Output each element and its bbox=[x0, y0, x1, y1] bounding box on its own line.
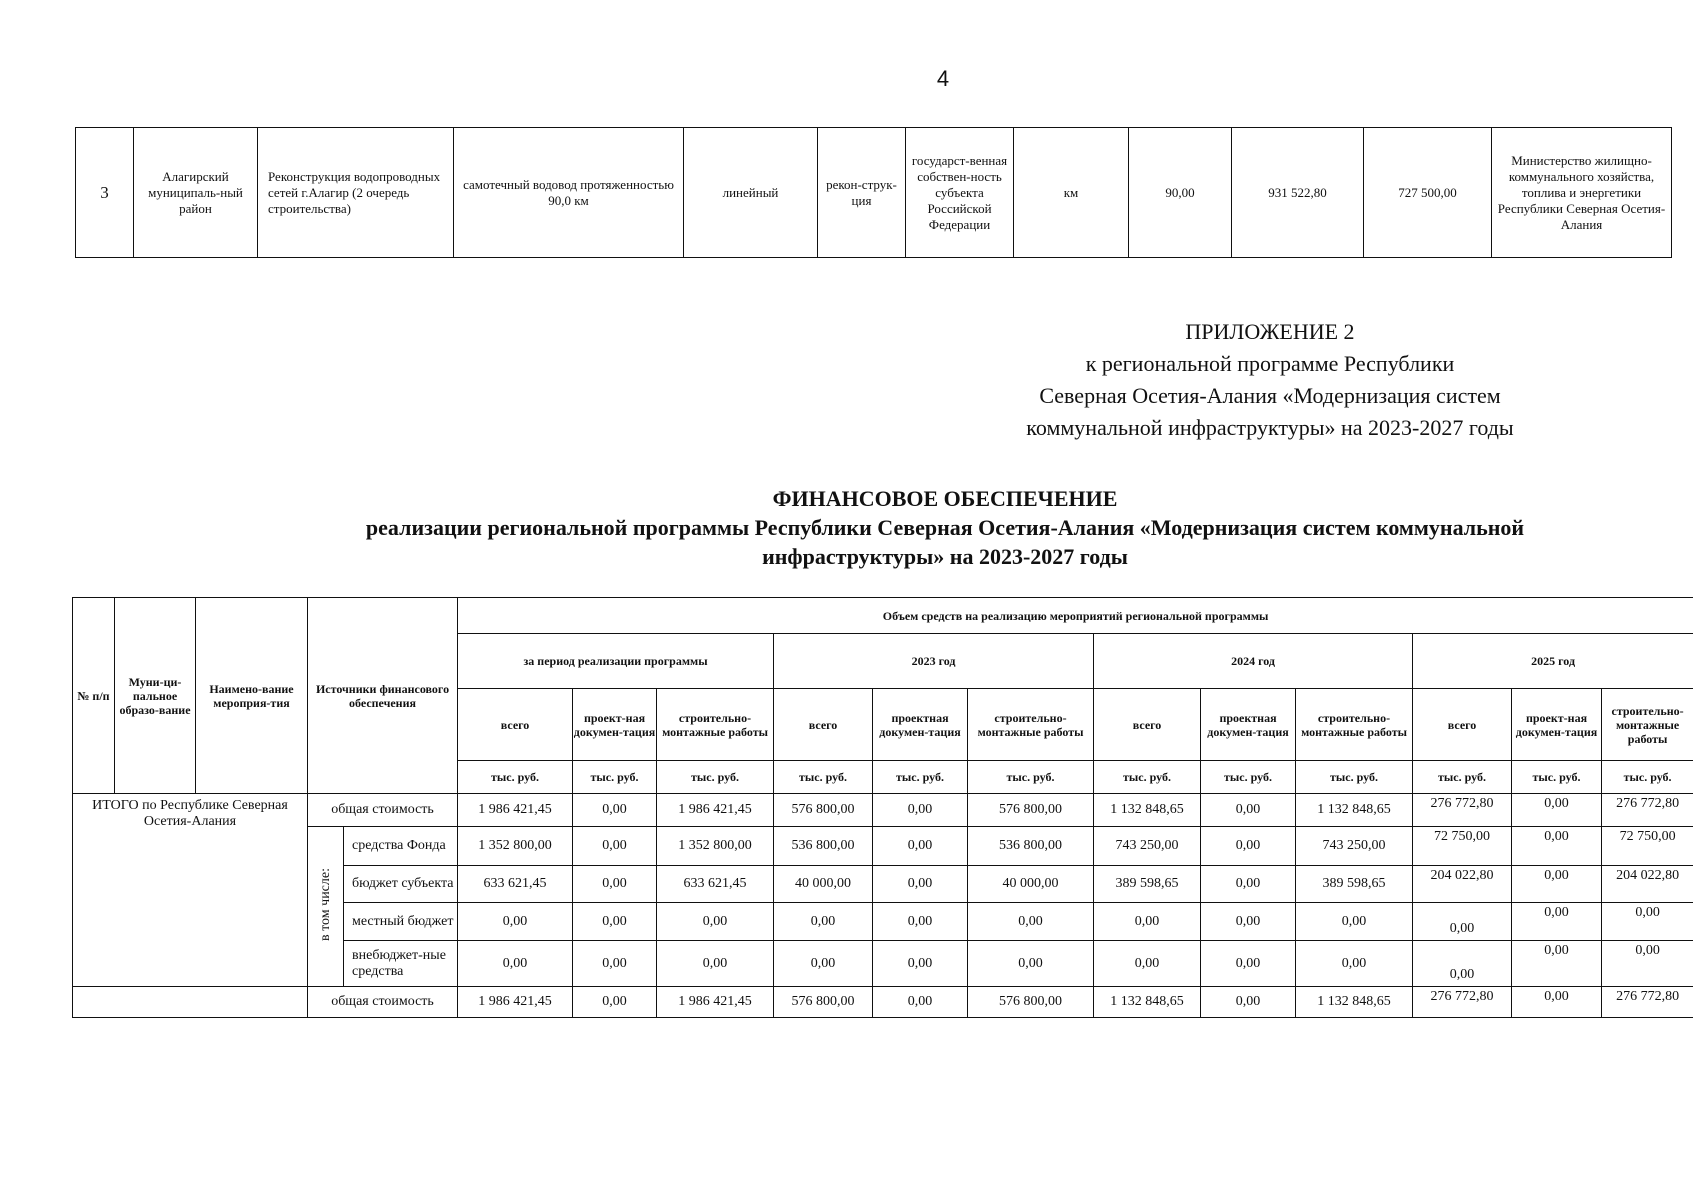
value-cell: 0,00 bbox=[873, 987, 968, 1018]
unit-label: тыс. руб. bbox=[1413, 761, 1512, 794]
value-cell: 0,00 bbox=[873, 794, 968, 827]
source-label: средства Фонда bbox=[344, 827, 458, 866]
value-cell: 0,00 bbox=[774, 903, 873, 941]
ownership-cell: государст-венная собствен-ность субъекта Российской Федерации bbox=[906, 128, 1014, 258]
header-total: всего bbox=[458, 689, 573, 761]
value-cell: 40 000,00 bbox=[774, 866, 873, 903]
value-cell: 0,00 bbox=[573, 903, 657, 941]
value-cell: 276 772,80 bbox=[1413, 987, 1512, 1018]
unit-label: тыс. руб. bbox=[1094, 761, 1201, 794]
header-total: всего bbox=[774, 689, 873, 761]
value-cell: 0,00 bbox=[1296, 941, 1413, 987]
source-label: внебюджет-ные средства bbox=[344, 941, 458, 987]
value-cell: 536 800,00 bbox=[968, 827, 1094, 866]
value-cell: 0,00 bbox=[968, 941, 1094, 987]
in-total-text: в том числе: bbox=[317, 867, 333, 941]
value-cell: 0,00 bbox=[573, 866, 657, 903]
value-cell: 1 132 848,65 bbox=[1094, 794, 1201, 827]
value-cell: 0,00 bbox=[458, 903, 573, 941]
value-cell: 276 772,80 bbox=[1413, 794, 1512, 827]
header-sources: Источники финансового обеспечения bbox=[308, 598, 458, 794]
appendix-line: коммунальной инфраструктуры» на 2023-2027 годы bbox=[1026, 415, 1514, 440]
unit-label: тыс. руб. bbox=[573, 761, 657, 794]
ministry-cell: Министерство жилищно-коммунального хозяйства, топлива и энергетики Республики Северная Осетия-Алания bbox=[1492, 128, 1672, 258]
table-row bbox=[73, 827, 1693, 866]
source-label: местный бюджет bbox=[344, 903, 458, 941]
source-label: общая стоимость bbox=[308, 987, 458, 1018]
value-cell: 1 986 421,45 bbox=[458, 987, 573, 1018]
source-label: бюджет субъекта bbox=[344, 866, 458, 903]
header-construction: строительно-монтажные работы bbox=[657, 689, 774, 761]
header-total: всего bbox=[1094, 689, 1201, 761]
value-cell: 72 750,00 bbox=[1413, 827, 1512, 866]
value-cell: 576 800,00 bbox=[774, 987, 873, 1018]
object-type-cell: линейный bbox=[684, 128, 818, 258]
value-cell: 0,00 bbox=[573, 987, 657, 1018]
header-construction: строительно-монтажные работы bbox=[1296, 689, 1413, 761]
work-type-cell: рекон-струк-ция bbox=[818, 128, 906, 258]
value-cell: 0,00 bbox=[1512, 794, 1602, 827]
value-cell: 0,00 bbox=[1413, 903, 1512, 941]
value-cell: 0,00 bbox=[1201, 941, 1296, 987]
value-cell: 0,00 bbox=[873, 903, 968, 941]
appendix-line: Северная Осетия-Алания «Модернизация систем bbox=[1039, 383, 1501, 408]
value-cell: 0,00 bbox=[873, 866, 968, 903]
header-design-docs: проект-ная докумен-тация bbox=[1512, 689, 1602, 761]
value-cell: 0,00 bbox=[1296, 903, 1413, 941]
value-cell: 0,00 bbox=[873, 941, 968, 987]
value-cell: 0,00 bbox=[873, 827, 968, 866]
cost-cell: 931 522,80 bbox=[1232, 128, 1364, 258]
project-table bbox=[75, 127, 1672, 258]
value-cell: 536 800,00 bbox=[774, 827, 873, 866]
value-cell: 0,00 bbox=[573, 827, 657, 866]
value-cell: 204 022,80 bbox=[1413, 866, 1512, 903]
in-total-label bbox=[308, 827, 344, 987]
value-cell: 0,00 bbox=[1201, 903, 1296, 941]
financing-table bbox=[72, 597, 1693, 1018]
value-cell: 0,00 bbox=[1094, 903, 1201, 941]
value-cell: 0,00 bbox=[1094, 941, 1201, 987]
value-cell: 389 598,65 bbox=[1296, 866, 1413, 903]
unit-label: тыс. руб. bbox=[774, 761, 873, 794]
value-cell: 1 132 848,65 bbox=[1296, 987, 1413, 1018]
value-cell: 0,00 bbox=[1201, 987, 1296, 1018]
fund-cell: 727 500,00 bbox=[1364, 128, 1492, 258]
value-cell: 0,00 bbox=[657, 941, 774, 987]
value-cell: 0,00 bbox=[1201, 827, 1296, 866]
value-cell: 1 352 800,00 bbox=[657, 827, 774, 866]
unit-label: тыс. руб. bbox=[968, 761, 1094, 794]
unit-label: тыс. руб. bbox=[1296, 761, 1413, 794]
value-cell: 0,00 bbox=[573, 794, 657, 827]
project-row bbox=[76, 128, 1672, 258]
header-volume: Объем средств на реализацию мероприятий региональной программы bbox=[458, 598, 1693, 634]
unit-cell: км bbox=[1014, 128, 1129, 258]
value-cell: 576 800,00 bbox=[968, 794, 1094, 827]
value-cell: 0,00 bbox=[1602, 903, 1693, 941]
header-period-total: за период реализации программы bbox=[458, 634, 774, 689]
page-number: 4 bbox=[936, 66, 950, 91]
unit-label: тыс. руб. bbox=[657, 761, 774, 794]
value-cell: 204 022,80 bbox=[1602, 866, 1693, 903]
value-cell: 0,00 bbox=[1201, 794, 1296, 827]
value-cell: 0,00 bbox=[1512, 866, 1602, 903]
appendix-line: к региональной программе Республики bbox=[1085, 351, 1455, 376]
value-cell: 633 621,45 bbox=[458, 866, 573, 903]
header-municipality: Муни-ци-пальное образо-вание bbox=[115, 598, 196, 794]
value-cell: 0,00 bbox=[1413, 941, 1512, 987]
value-cell: 0,00 bbox=[573, 941, 657, 987]
appendix-line: ПРИЛОЖЕНИЕ 2 bbox=[1185, 319, 1355, 344]
value-cell: 1 986 421,45 bbox=[458, 794, 573, 827]
value-cell: 0,00 bbox=[657, 903, 774, 941]
empty-cell bbox=[73, 987, 308, 1018]
value-cell: 0,00 bbox=[1201, 866, 1296, 903]
unit-label: тыс. руб. bbox=[873, 761, 968, 794]
title-line: инфраструктуры» на 2023-2027 годы bbox=[762, 544, 1128, 569]
title-line: реализации региональной программы Республики Северная Осетия-Алания «Модернизация систем коммунальной bbox=[365, 515, 1525, 540]
total-label: ИТОГО по Республике Северная Осетия-Алания bbox=[73, 794, 308, 987]
object-name-cell: Реконструкция водопроводных сетей г.Алагир (2 очередь строительства) bbox=[258, 128, 454, 258]
value-cell: 276 772,80 bbox=[1602, 987, 1693, 1018]
value-cell: 743 250,00 bbox=[1094, 827, 1201, 866]
value-cell: 1 986 421,45 bbox=[657, 794, 774, 827]
unit-label: тыс. руб. bbox=[1512, 761, 1602, 794]
header-design-docs: проектная докумен-тация bbox=[1201, 689, 1296, 761]
header-2025: 2025 год bbox=[1413, 634, 1693, 689]
appendix-heading bbox=[990, 316, 1550, 444]
value-cell: 1 132 848,65 bbox=[1094, 987, 1201, 1018]
value-cell: 1 986 421,45 bbox=[657, 987, 774, 1018]
value-cell: 0,00 bbox=[458, 941, 573, 987]
municipality-cell: Алагирский муниципаль-ный район bbox=[134, 128, 258, 258]
value-cell: 72 750,00 bbox=[1602, 827, 1693, 866]
value-cell: 0,00 bbox=[1512, 903, 1602, 941]
value-cell: 0,00 bbox=[1512, 987, 1602, 1018]
header-2023: 2023 год bbox=[774, 634, 1094, 689]
title-line: ФИНАНСОВОЕ ОБЕСПЕЧЕНИЕ bbox=[772, 486, 1118, 511]
value-cell: 276 772,80 bbox=[1602, 794, 1693, 827]
table-row bbox=[73, 794, 1693, 827]
header-design-docs: проект-ная докумен-тация bbox=[573, 689, 657, 761]
value-cell: 0,00 bbox=[1512, 941, 1602, 987]
row-number: 3 bbox=[76, 128, 134, 258]
unit-label: тыс. руб. bbox=[1201, 761, 1296, 794]
value-cell: 0,00 bbox=[968, 903, 1094, 941]
capacity-cell: 90,00 bbox=[1129, 128, 1232, 258]
value-cell: 40 000,00 bbox=[968, 866, 1094, 903]
value-cell: 1 132 848,65 bbox=[1296, 794, 1413, 827]
unit-label: тыс. руб. bbox=[1602, 761, 1693, 794]
value-cell: 576 800,00 bbox=[968, 987, 1094, 1018]
characteristic-cell: самотечный водовод протяженностью 90,0 км bbox=[454, 128, 684, 258]
value-cell: 633 621,45 bbox=[657, 866, 774, 903]
value-cell: 0,00 bbox=[1512, 827, 1602, 866]
header-2024: 2024 год bbox=[1094, 634, 1413, 689]
value-cell: 743 250,00 bbox=[1296, 827, 1413, 866]
header-construction: строительно-монтажные работы bbox=[1602, 689, 1693, 761]
header-event-name: Наимено-вание мероприя-тия bbox=[196, 598, 308, 794]
table-row bbox=[73, 987, 1693, 1018]
header-num: № п/п bbox=[73, 598, 115, 794]
document-title bbox=[220, 484, 1670, 571]
source-label: общая стоимость bbox=[308, 794, 458, 827]
unit-label: тыс. руб. bbox=[458, 761, 573, 794]
value-cell: 576 800,00 bbox=[774, 794, 873, 827]
value-cell: 0,00 bbox=[774, 941, 873, 987]
header-total: всего bbox=[1413, 689, 1512, 761]
value-cell: 0,00 bbox=[1602, 941, 1693, 987]
header-construction: строительно-монтажные работы bbox=[968, 689, 1094, 761]
value-cell: 389 598,65 bbox=[1094, 866, 1201, 903]
header-design-docs: проектная докумен-тация bbox=[873, 689, 968, 761]
value-cell: 1 352 800,00 bbox=[458, 827, 573, 866]
